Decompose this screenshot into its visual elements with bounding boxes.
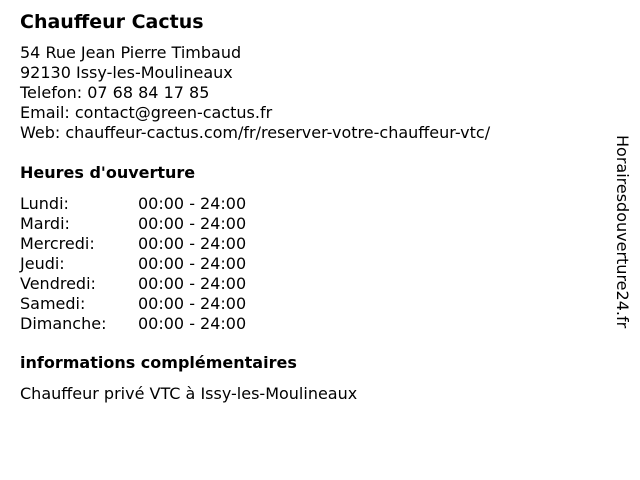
day-label: Vendredi:: [20, 274, 96, 293]
additional-info-heading: informations complémentaires: [20, 353, 297, 372]
site-watermark: Horairesdouverture24.fr: [613, 135, 632, 329]
web-text: Web: chauffeur-cactus.com/fr/reserver-votre-chauffeur-vtc/: [20, 123, 491, 142]
day-label: Mardi:: [20, 214, 70, 233]
address-city: 92130 Issy-les-Moulineaux: [20, 63, 233, 82]
day-label: Samedi:: [20, 294, 86, 313]
time-range: 00:00 - 24:00: [138, 214, 247, 233]
time-range: 00:00 - 24:00: [138, 294, 247, 313]
time-range: 00:00 - 24:00: [138, 274, 247, 293]
address-street: 54 Rue Jean Pierre Timbaud: [20, 43, 242, 62]
time-range: 00:00 - 24:00: [138, 314, 247, 333]
time-range: 00:00 - 24:00: [138, 194, 247, 213]
day-label: Lundi:: [20, 194, 69, 213]
time-range: 00:00 - 24:00: [138, 254, 247, 273]
opening-hours-heading: Heures d'ouverture: [20, 163, 196, 182]
phone-text: Telefon: 07 68 84 17 85: [20, 83, 210, 102]
day-label: Jeudi:: [20, 254, 65, 273]
contact-block: [20, 43, 490, 143]
day-label: Mercredi:: [20, 234, 95, 253]
business-name: Chauffeur Cactus: [20, 11, 204, 33]
time-range: 00:00 - 24:00: [138, 234, 247, 253]
additional-info-text: Chauffeur privé VTC à Issy-les-Moulineaux: [20, 384, 358, 403]
day-label: Dimanche:: [20, 314, 107, 333]
email-text: Email: contact@green-cactus.fr: [20, 103, 273, 122]
